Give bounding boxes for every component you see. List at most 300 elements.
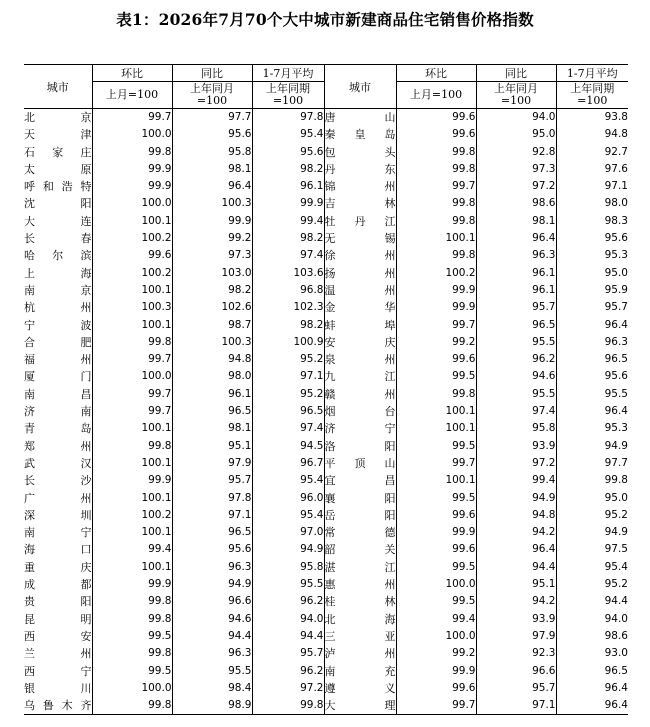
- city-name-left: 贵阳: [24, 595, 92, 609]
- avg-value-left: 95.5: [252, 576, 324, 593]
- avg-value-left: 99.9: [252, 195, 324, 212]
- table-row: [24, 541, 628, 558]
- avg-value-right: 97.6: [556, 161, 628, 178]
- yoy-value-left: 98.1: [172, 161, 252, 178]
- header-yoy-sub-left: 上年同月 =100: [172, 82, 252, 109]
- avg-value-left: 98.2: [252, 161, 324, 178]
- mom-value-right: 99.7: [396, 697, 476, 715]
- avg-value-left: 95.4: [252, 507, 324, 524]
- mom-value-left: 100.0: [92, 195, 172, 212]
- mom-value-left: 99.9: [92, 161, 172, 178]
- city-name-right: 泸州: [324, 645, 396, 662]
- mom-value-left: 99.6: [92, 247, 172, 264]
- city-name-right: 蚌埠: [324, 317, 396, 334]
- avg-value-right: 97.7: [556, 455, 628, 472]
- avg-value-left: 100.9: [252, 334, 324, 351]
- mom-value-right: 99.6: [396, 507, 476, 524]
- table-row: [24, 455, 628, 472]
- yoy-value-right: 95.8: [476, 420, 556, 437]
- mom-value-left: 99.4: [92, 541, 172, 558]
- city-name-left: 长沙: [24, 474, 92, 488]
- mom-value-right: 99.8: [396, 247, 476, 264]
- yoy-value-right: 95.5: [476, 334, 556, 351]
- table-row: [24, 559, 628, 576]
- avg-value-right: 99.8: [556, 472, 628, 489]
- yoy-value-left: 95.6: [172, 126, 252, 143]
- mom-value-left: 99.8: [92, 334, 172, 351]
- avg-value-left: 97.2: [252, 680, 324, 697]
- avg-value-left: 99.8: [252, 697, 324, 715]
- yoy-value-left: 98.9: [172, 697, 252, 715]
- mom-value-left: 99.8: [92, 645, 172, 662]
- city-name-left: 合肥: [24, 335, 92, 349]
- mom-value-left: 100.2: [92, 265, 172, 282]
- city-name-left: 哈尔滨: [24, 249, 92, 263]
- mom-value-left: 100.0: [92, 126, 172, 143]
- table-row: [24, 213, 628, 230]
- yoy-value-left: 96.5: [172, 403, 252, 420]
- yoy-value-right: 96.4: [476, 541, 556, 558]
- table-row: [24, 247, 628, 264]
- mom-value-left: 100.1: [92, 559, 172, 576]
- mom-value-left: 100.1: [92, 282, 172, 299]
- city-name-left: 宁波: [24, 318, 92, 332]
- avg-value-right: 96.5: [556, 351, 628, 368]
- city-name-right: 锦州: [324, 178, 396, 195]
- mom-value-left: 100.0: [92, 368, 172, 385]
- avg-value-left: 97.4: [252, 247, 324, 264]
- city-name-left: 青岛: [24, 422, 92, 436]
- yoy-value-left: 94.6: [172, 611, 252, 628]
- header-yoy-right: 同比: [476, 65, 556, 82]
- city-name-left: 沈阳: [24, 197, 92, 211]
- city-name-left: 郑州: [24, 439, 92, 453]
- yoy-value-left: 96.5: [172, 524, 252, 541]
- yoy-value-right: 94.2: [476, 524, 556, 541]
- header-yoy-left: 同比: [172, 65, 252, 82]
- avg-value-left: 95.4: [252, 472, 324, 489]
- yoy-value-left: 94.9: [172, 576, 252, 593]
- yoy-value-right: 95.1: [476, 576, 556, 593]
- yoy-value-left: 98.1: [172, 420, 252, 437]
- table-row: [24, 386, 628, 403]
- mom-value-right: 100.1: [396, 472, 476, 489]
- header-city-right: 城市: [324, 65, 396, 109]
- city-name-right: 洛阳: [324, 438, 396, 455]
- avg-value-right: 98.3: [556, 213, 628, 230]
- yoy-value-left: 97.7: [172, 109, 252, 127]
- city-name-right: 牡丹江: [324, 213, 396, 230]
- mom-value-left: 99.9: [92, 178, 172, 195]
- yoy-value-right: 96.4: [476, 230, 556, 247]
- city-name-left: 西宁: [24, 664, 92, 678]
- table-row: [24, 645, 628, 662]
- yoy-value-right: 98.6: [476, 195, 556, 212]
- city-name-right: 吉林: [324, 195, 396, 212]
- avg-value-right: 93.8: [556, 109, 628, 127]
- mom-value-right: 99.2: [396, 645, 476, 662]
- mom-value-right: 99.8: [396, 386, 476, 403]
- city-name-right: 温州: [324, 282, 396, 299]
- city-name-right: 金华: [324, 299, 396, 316]
- yoy-value-left: 96.3: [172, 645, 252, 662]
- city-name-left: 银川: [24, 681, 92, 695]
- city-name-left: 呼和浩特: [24, 180, 92, 194]
- table-row: [24, 593, 628, 610]
- mom-value-left: 99.7: [92, 351, 172, 368]
- city-name-left: 西安: [24, 629, 92, 643]
- mom-value-left: 99.8: [92, 144, 172, 161]
- header-mom-sub-left: 上月=100: [92, 82, 172, 109]
- yoy-value-left: 96.3: [172, 559, 252, 576]
- header-city-left: 城市: [24, 65, 92, 109]
- table-row: [24, 420, 628, 437]
- city-name-left: 乌鲁木齐: [24, 697, 92, 715]
- yoy-value-left: 97.8: [172, 490, 252, 507]
- yoy-value-right: 94.8: [476, 507, 556, 524]
- table-row: [24, 438, 628, 455]
- mom-value-right: 100.2: [396, 265, 476, 282]
- city-name-right: 湛江: [324, 559, 396, 576]
- table-row: [24, 195, 628, 212]
- city-name-right: 常德: [324, 524, 396, 541]
- table-row: [24, 109, 628, 127]
- avg-value-left: 96.8: [252, 282, 324, 299]
- city-name-right: 三亚: [324, 628, 396, 645]
- city-name-right: 烟台: [324, 403, 396, 420]
- avg-value-left: 94.5: [252, 438, 324, 455]
- table-row: [24, 317, 628, 334]
- city-name-left: 南昌: [24, 387, 92, 401]
- avg-value-right: 95.6: [556, 368, 628, 385]
- table-row: [24, 507, 628, 524]
- city-name-left: 深圳: [24, 508, 92, 522]
- avg-value-right: 95.2: [556, 576, 628, 593]
- city-name-right: 秦皇岛: [324, 126, 396, 143]
- mom-value-right: 99.9: [396, 524, 476, 541]
- mom-value-right: 99.2: [396, 334, 476, 351]
- table-row: [24, 334, 628, 351]
- mom-value-left: 100.1: [92, 213, 172, 230]
- mom-value-right: 99.6: [396, 109, 476, 127]
- yoy-value-right: 97.4: [476, 403, 556, 420]
- yoy-value-right: 93.9: [476, 611, 556, 628]
- table-row: [24, 524, 628, 541]
- yoy-value-left: 99.2: [172, 230, 252, 247]
- table-row: [24, 368, 628, 385]
- table-row: [24, 490, 628, 507]
- mom-value-left: 99.5: [92, 663, 172, 680]
- mom-value-right: 100.1: [396, 403, 476, 420]
- city-name-right: 扬州: [324, 265, 396, 282]
- mom-value-right: 99.4: [396, 611, 476, 628]
- yoy-value-left: 95.8: [172, 144, 252, 161]
- yoy-value-right: 94.4: [476, 559, 556, 576]
- yoy-value-right: 92.8: [476, 144, 556, 161]
- city-name-right: 包头: [324, 144, 396, 161]
- mom-value-left: 100.1: [92, 317, 172, 334]
- city-name-left: 济南: [24, 405, 92, 419]
- avg-value-left: 96.1: [252, 178, 324, 195]
- avg-value-right: 94.8: [556, 126, 628, 143]
- avg-value-left: 95.4: [252, 126, 324, 143]
- yoy-value-right: 94.2: [476, 593, 556, 610]
- mom-value-left: 99.8: [92, 438, 172, 455]
- mom-value-right: 99.5: [396, 368, 476, 385]
- table-row: [24, 178, 628, 195]
- mom-value-right: 99.6: [396, 680, 476, 697]
- city-name-right: 宜昌: [324, 472, 396, 489]
- mom-value-right: 99.6: [396, 351, 476, 368]
- yoy-value-right: 94.0: [476, 109, 556, 127]
- avg-value-left: 95.2: [252, 386, 324, 403]
- mom-value-right: 99.7: [396, 178, 476, 195]
- header-avg-right: 1-7月平均: [556, 65, 628, 82]
- avg-value-right: 95.3: [556, 420, 628, 437]
- avg-value-left: 94.9: [252, 541, 324, 558]
- avg-value-right: 97.1: [556, 178, 628, 195]
- city-name-left: 太原: [24, 162, 92, 176]
- avg-value-left: 98.2: [252, 230, 324, 247]
- avg-value-left: 97.8: [252, 109, 324, 127]
- mom-value-right: 99.6: [396, 541, 476, 558]
- avg-value-right: 94.9: [556, 524, 628, 541]
- city-name-left: 海口: [24, 543, 92, 557]
- table-row: [24, 680, 628, 697]
- city-name-left: 上海: [24, 266, 92, 280]
- mom-value-left: 100.1: [92, 490, 172, 507]
- yoy-value-right: 96.1: [476, 265, 556, 282]
- table-row: [24, 351, 628, 368]
- header-mom-sub-right: 上月=100: [396, 82, 476, 109]
- mom-value-left: 99.7: [92, 403, 172, 420]
- yoy-value-right: 95.7: [476, 299, 556, 316]
- city-name-right: 大理: [324, 697, 396, 715]
- yoy-value-right: 97.2: [476, 455, 556, 472]
- city-name-right: 无锡: [324, 230, 396, 247]
- city-name-right: 唐山: [324, 109, 396, 127]
- city-name-right: 丹东: [324, 161, 396, 178]
- table-row: [24, 230, 628, 247]
- city-name-left: 兰州: [24, 647, 92, 661]
- yoy-value-left: 97.9: [172, 455, 252, 472]
- avg-value-right: 95.9: [556, 282, 628, 299]
- yoy-value-right: 97.1: [476, 697, 556, 715]
- avg-value-left: 99.4: [252, 213, 324, 230]
- avg-value-left: 98.2: [252, 317, 324, 334]
- yoy-value-left: 103.0: [172, 265, 252, 282]
- mom-value-left: 99.8: [92, 697, 172, 715]
- city-name-right: 韶关: [324, 541, 396, 558]
- yoy-value-left: 100.3: [172, 334, 252, 351]
- yoy-value-right: 94.9: [476, 490, 556, 507]
- yoy-value-left: 98.0: [172, 368, 252, 385]
- mom-value-right: 99.7: [396, 455, 476, 472]
- city-name-left: 武汉: [24, 456, 92, 470]
- city-name-left: 石家庄: [24, 145, 92, 159]
- yoy-value-left: 100.3: [172, 195, 252, 212]
- header-yoy-sub-right: 上年同月 =100: [476, 82, 556, 109]
- yoy-value-right: 97.3: [476, 161, 556, 178]
- yoy-value-right: 96.2: [476, 351, 556, 368]
- mom-value-left: 100.1: [92, 455, 172, 472]
- yoy-value-left: 96.6: [172, 593, 252, 610]
- avg-value-right: 92.7: [556, 144, 628, 161]
- yoy-value-right: 95.7: [476, 680, 556, 697]
- avg-value-right: 97.5: [556, 541, 628, 558]
- city-name-left: 天津: [24, 128, 92, 142]
- city-name-right: 泉州: [324, 351, 396, 368]
- table-row: [24, 265, 628, 282]
- table-row: [24, 299, 628, 316]
- avg-value-right: 94.4: [556, 593, 628, 610]
- yoy-value-right: 98.1: [476, 213, 556, 230]
- avg-value-right: 95.6: [556, 230, 628, 247]
- table-row: [24, 403, 628, 420]
- city-name-left: 福州: [24, 353, 92, 367]
- avg-value-left: 96.0: [252, 490, 324, 507]
- avg-value-left: 95.2: [252, 351, 324, 368]
- city-name-right: 安庆: [324, 334, 396, 351]
- city-name-left: 重庆: [24, 560, 92, 574]
- avg-value-left: 102.3: [252, 299, 324, 316]
- yoy-value-left: 97.1: [172, 507, 252, 524]
- yoy-value-left: 95.1: [172, 438, 252, 455]
- yoy-value-right: 99.4: [476, 472, 556, 489]
- city-name-left: 北京: [24, 111, 92, 124]
- avg-value-right: 95.2: [556, 507, 628, 524]
- yoy-value-left: 94.8: [172, 351, 252, 368]
- avg-value-right: 93.0: [556, 645, 628, 662]
- yoy-value-left: 98.2: [172, 282, 252, 299]
- mom-value-left: 99.8: [92, 611, 172, 628]
- mom-value-left: 99.9: [92, 576, 172, 593]
- city-name-left: 大连: [24, 214, 92, 228]
- mom-value-left: 100.2: [92, 507, 172, 524]
- yoy-value-left: 95.7: [172, 472, 252, 489]
- mom-value-right: 100.0: [396, 628, 476, 645]
- avg-value-right: 95.0: [556, 490, 628, 507]
- mom-value-right: 99.8: [396, 213, 476, 230]
- mom-value-right: 99.8: [396, 161, 476, 178]
- mom-value-left: 100.0: [92, 680, 172, 697]
- avg-value-right: 96.4: [556, 317, 628, 334]
- header-mom-right: 环比: [396, 65, 476, 82]
- city-name-right: 桂林: [324, 593, 396, 610]
- header-avg-left: 1-7月平均: [252, 65, 324, 82]
- table-title: 表1：2026年7月70个大中城市新建商品住宅销售价格指数: [116, 10, 534, 29]
- avg-value-left: 97.1: [252, 368, 324, 385]
- city-name-right: 济宁: [324, 420, 396, 437]
- mom-value-right: 100.1: [396, 420, 476, 437]
- city-name-left: 杭州: [24, 301, 92, 315]
- avg-value-right: 95.5: [556, 386, 628, 403]
- city-name-right: 惠州: [324, 576, 396, 593]
- yoy-value-right: 96.5: [476, 317, 556, 334]
- avg-value-right: 95.0: [556, 265, 628, 282]
- mom-value-right: 99.5: [396, 438, 476, 455]
- avg-value-right: 98.6: [556, 628, 628, 645]
- avg-value-right: 96.4: [556, 680, 628, 697]
- avg-value-right: 94.0: [556, 611, 628, 628]
- avg-value-left: 96.2: [252, 663, 324, 680]
- avg-value-left: 103.6: [252, 265, 324, 282]
- city-name-left: 昆明: [24, 612, 92, 626]
- avg-value-left: 96.7: [252, 455, 324, 472]
- avg-value-left: 95.7: [252, 645, 324, 662]
- avg-value-right: 96.3: [556, 334, 628, 351]
- mom-value-right: 99.9: [396, 282, 476, 299]
- mom-value-left: 100.1: [92, 420, 172, 437]
- mom-value-right: 99.8: [396, 144, 476, 161]
- mom-value-left: 99.7: [92, 109, 172, 127]
- city-name-right: 襄阳: [324, 490, 396, 507]
- mom-value-left: 100.1: [92, 524, 172, 541]
- yoy-value-right: 92.3: [476, 645, 556, 662]
- yoy-value-left: 97.3: [172, 247, 252, 264]
- city-name-right: 赣州: [324, 386, 396, 403]
- yoy-value-left: 102.6: [172, 299, 252, 316]
- mom-value-right: 99.5: [396, 559, 476, 576]
- city-name-right: 遵义: [324, 680, 396, 697]
- avg-value-right: 94.9: [556, 438, 628, 455]
- yoy-value-left: 95.6: [172, 541, 252, 558]
- mom-value-right: 99.9: [396, 663, 476, 680]
- yoy-value-right: 94.6: [476, 368, 556, 385]
- yoy-value-right: 96.1: [476, 282, 556, 299]
- avg-value-left: 94.4: [252, 628, 324, 645]
- mom-value-left: 99.8: [92, 593, 172, 610]
- avg-value-right: 95.4: [556, 559, 628, 576]
- mom-value-right: 99.5: [396, 593, 476, 610]
- avg-value-left: 95.8: [252, 559, 324, 576]
- avg-value-left: 96.5: [252, 403, 324, 420]
- mom-value-left: 99.9: [92, 472, 172, 489]
- yoy-value-right: 96.3: [476, 247, 556, 264]
- header-avg-sub-right: 上年同期 =100: [556, 82, 628, 109]
- header-avg-sub-left: 上年同期 =100: [252, 82, 324, 109]
- mom-value-right: 100.0: [396, 576, 476, 593]
- city-name-right: 平顶山: [324, 455, 396, 472]
- yoy-value-left: 96.4: [172, 178, 252, 195]
- avg-value-right: 96.5: [556, 663, 628, 680]
- yoy-value-left: 96.1: [172, 386, 252, 403]
- city-name-left: 厦门: [24, 370, 92, 384]
- avg-value-left: 97.0: [252, 524, 324, 541]
- yoy-value-right: 97.2: [476, 178, 556, 195]
- avg-value-right: 95.7: [556, 299, 628, 316]
- table-row: [24, 144, 628, 161]
- city-name-left: 南宁: [24, 526, 92, 540]
- yoy-value-left: 98.4: [172, 680, 252, 697]
- mom-value-right: 100.1: [396, 230, 476, 247]
- mom-value-left: 99.5: [92, 628, 172, 645]
- avg-value-left: 95.6: [252, 144, 324, 161]
- yoy-value-left: 98.7: [172, 317, 252, 334]
- avg-value-right: 98.0: [556, 195, 628, 212]
- mom-value-right: 99.8: [396, 195, 476, 212]
- avg-value-left: 97.4: [252, 420, 324, 437]
- avg-value-right: 96.4: [556, 697, 628, 715]
- mom-value-right: 99.5: [396, 490, 476, 507]
- yoy-value-left: 94.4: [172, 628, 252, 645]
- mom-value-left: 99.7: [92, 386, 172, 403]
- avg-value-right: 96.4: [556, 403, 628, 420]
- avg-value-left: 94.0: [252, 611, 324, 628]
- avg-value-left: 96.2: [252, 593, 324, 610]
- yoy-value-right: 95.5: [476, 386, 556, 403]
- table-row: [24, 126, 628, 143]
